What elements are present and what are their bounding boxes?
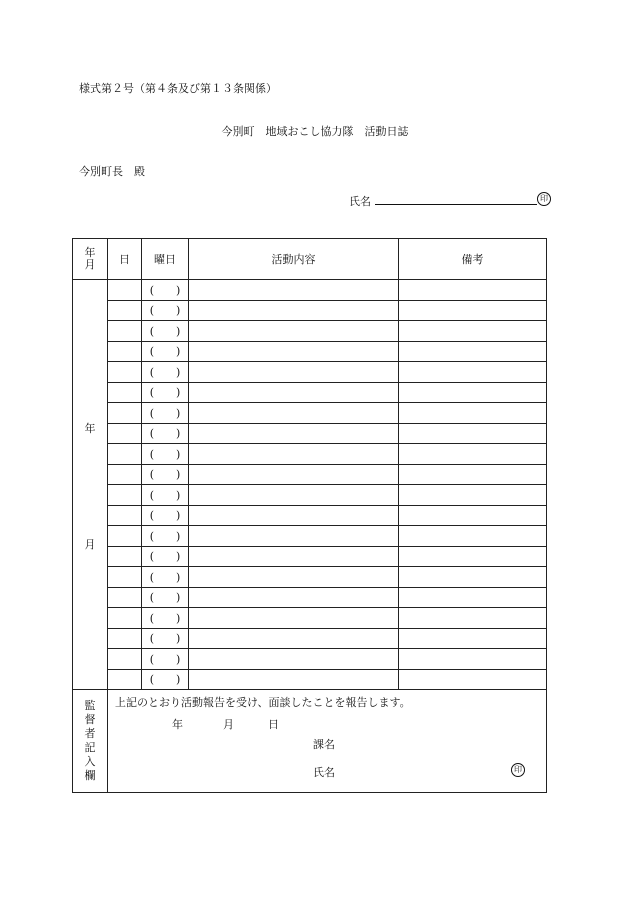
table-row <box>73 505 547 526</box>
header-month: 月 <box>84 258 96 271</box>
table-row <box>73 321 547 342</box>
weekday-placeholder: ( ) <box>149 652 181 666</box>
day-cell[interactable] <box>108 300 142 321</box>
weekday-cell[interactable] <box>142 567 189 588</box>
day-cell[interactable] <box>108 669 142 690</box>
notes-cell[interactable] <box>399 280 547 301</box>
header-year: 年 <box>84 246 96 259</box>
table-row <box>73 341 547 362</box>
activity-cell[interactable] <box>189 300 399 321</box>
weekday-cell[interactable] <box>142 587 189 608</box>
supervisor-label-char: 欄 <box>84 769 96 782</box>
activity-cell[interactable] <box>189 628 399 649</box>
weekday-placeholder: ( ) <box>149 304 181 318</box>
weekday-cell[interactable] <box>142 505 189 526</box>
day-cell[interactable] <box>108 485 142 506</box>
month-label: 月 <box>84 538 96 551</box>
notes-cell[interactable] <box>399 608 547 629</box>
header-year-month <box>73 239 108 280</box>
weekday-cell[interactable] <box>142 382 189 403</box>
weekday-placeholder: ( ) <box>149 550 181 564</box>
supervisor-label-char: 者 <box>84 727 96 740</box>
date-day: 日 <box>268 718 279 731</box>
notes-cell[interactable] <box>399 587 547 608</box>
supervisor-row <box>73 690 547 793</box>
table-row <box>73 423 547 444</box>
day-cell[interactable] <box>108 649 142 670</box>
notes-cell[interactable] <box>399 341 547 362</box>
year-label: 年 <box>84 422 96 435</box>
table-row <box>73 382 547 403</box>
activity-cell[interactable] <box>189 403 399 424</box>
activity-cell[interactable] <box>189 444 399 465</box>
year-month-cell[interactable] <box>73 280 108 690</box>
supervisor-statement: 上記のとおり活動報告を受け、面談したことを報告します。 <box>115 696 411 709</box>
table-row <box>73 403 547 424</box>
weekday-cell[interactable] <box>142 403 189 424</box>
day-cell[interactable] <box>108 321 142 342</box>
weekday-placeholder: ( ) <box>149 468 181 482</box>
weekday-cell[interactable] <box>142 300 189 321</box>
activity-cell[interactable] <box>189 546 399 567</box>
activity-cell[interactable] <box>189 669 399 690</box>
activity-log-table <box>72 238 547 793</box>
weekday-placeholder: ( ) <box>149 591 181 605</box>
day-cell[interactable] <box>108 505 142 526</box>
weekday-cell[interactable] <box>142 464 189 485</box>
notes-cell[interactable] <box>399 403 547 424</box>
weekday-cell[interactable] <box>142 546 189 567</box>
weekday-placeholder: ( ) <box>149 570 181 584</box>
weekday-cell[interactable] <box>142 485 189 506</box>
notes-cell[interactable] <box>399 526 547 547</box>
document-title: 今別町 地域おこし協力隊 活動日誌 <box>221 125 409 138</box>
supervisor-label-char: 監 <box>84 699 96 712</box>
weekday-placeholder: ( ) <box>149 345 181 359</box>
weekday-cell[interactable] <box>142 649 189 670</box>
activity-cell[interactable] <box>189 485 399 506</box>
weekday-placeholder: ( ) <box>149 283 181 297</box>
day-cell[interactable] <box>108 567 142 588</box>
day-cell[interactable] <box>108 546 142 567</box>
day-cell[interactable] <box>108 587 142 608</box>
supervisor-label-char: 入 <box>84 755 96 768</box>
header-weekday: 曜日 <box>142 239 189 280</box>
weekday-placeholder: ( ) <box>149 529 181 543</box>
table-row <box>73 669 547 690</box>
applicant-name-field[interactable] <box>349 193 537 209</box>
notes-cell[interactable] <box>399 546 547 567</box>
day-cell[interactable] <box>108 382 142 403</box>
header-day: 日 <box>108 239 142 280</box>
supervisor-entry[interactable] <box>108 690 547 793</box>
day-cell[interactable] <box>108 628 142 649</box>
notes-cell[interactable] <box>399 464 547 485</box>
table-row <box>73 362 547 383</box>
weekday-cell[interactable] <box>142 526 189 547</box>
weekday-placeholder: ( ) <box>149 509 181 523</box>
supervisor-name-label: 氏名 <box>313 766 335 779</box>
activity-cell[interactable] <box>189 341 399 362</box>
activity-cell[interactable] <box>189 649 399 670</box>
table-row <box>73 628 547 649</box>
activity-cell[interactable] <box>189 464 399 485</box>
header-row <box>73 239 547 280</box>
notes-cell[interactable] <box>399 567 547 588</box>
activity-cell[interactable] <box>189 567 399 588</box>
activity-cell[interactable] <box>189 321 399 342</box>
table-row <box>73 608 547 629</box>
day-cell[interactable] <box>108 526 142 547</box>
notes-cell[interactable] <box>399 649 547 670</box>
day-cell[interactable] <box>108 362 142 383</box>
table-row <box>73 567 547 588</box>
weekday-placeholder: ( ) <box>149 632 181 646</box>
day-cell[interactable] <box>108 464 142 485</box>
notes-cell[interactable] <box>399 382 547 403</box>
table-row <box>73 464 547 485</box>
header-activity: 活動内容 <box>189 239 399 280</box>
seal-mark: 印 <box>537 192 551 206</box>
supervisor-date[interactable] <box>172 716 279 732</box>
weekday-placeholder: ( ) <box>149 447 181 461</box>
header-notes: 備考 <box>399 239 547 280</box>
weekday-placeholder: ( ) <box>149 427 181 441</box>
notes-cell[interactable] <box>399 628 547 649</box>
table-row <box>73 300 547 321</box>
table-row <box>73 649 547 670</box>
day-cell[interactable] <box>108 608 142 629</box>
activity-cell[interactable] <box>189 382 399 403</box>
day-cell[interactable] <box>108 423 142 444</box>
notes-cell[interactable] <box>399 669 547 690</box>
activity-cell[interactable] <box>189 526 399 547</box>
notes-cell[interactable] <box>399 321 547 342</box>
activity-cell[interactable] <box>189 608 399 629</box>
weekday-placeholder: ( ) <box>149 386 181 400</box>
table-row <box>73 280 547 301</box>
form-reference: 様式第２号（第４条及び第１３条関係） <box>79 82 277 95</box>
weekday-placeholder: ( ) <box>149 488 181 502</box>
activity-cell[interactable] <box>189 587 399 608</box>
weekday-cell[interactable] <box>142 341 189 362</box>
name-underline <box>375 193 537 205</box>
weekday-placeholder: ( ) <box>149 406 181 420</box>
activity-cell[interactable] <box>189 423 399 444</box>
supervisor-label-char: 記 <box>84 741 96 754</box>
weekday-cell[interactable] <box>142 628 189 649</box>
notes-cell[interactable] <box>399 300 547 321</box>
seal-mark: 印 <box>511 763 525 777</box>
notes-cell[interactable] <box>399 485 547 506</box>
weekday-cell[interactable] <box>142 444 189 465</box>
weekday-cell[interactable] <box>142 321 189 342</box>
day-cell[interactable] <box>108 444 142 465</box>
table-row <box>73 485 547 506</box>
weekday-cell[interactable] <box>142 280 189 301</box>
weekday-cell[interactable] <box>142 362 189 383</box>
table-row <box>73 444 547 465</box>
seal-icon <box>511 763 525 777</box>
weekday-cell[interactable] <box>142 423 189 444</box>
day-cell[interactable] <box>108 341 142 362</box>
day-cell[interactable] <box>108 403 142 424</box>
activity-cell[interactable] <box>189 505 399 526</box>
activity-cell[interactable] <box>189 280 399 301</box>
weekday-placeholder: ( ) <box>149 324 181 338</box>
seal-icon <box>537 192 551 206</box>
notes-cell[interactable] <box>399 362 547 383</box>
weekday-placeholder: ( ) <box>149 673 181 687</box>
date-year: 年 <box>172 718 183 731</box>
notes-cell[interactable] <box>399 423 547 444</box>
date-month: 月 <box>223 718 234 731</box>
table-row <box>73 587 547 608</box>
weekday-placeholder: ( ) <box>149 611 181 625</box>
addressee: 今別町長 殿 <box>79 165 145 178</box>
division-label: 課名 <box>313 738 335 751</box>
weekday-placeholder: ( ) <box>149 365 181 379</box>
activity-cell[interactable] <box>189 362 399 383</box>
weekday-cell[interactable] <box>142 669 189 690</box>
day-cell[interactable] <box>108 280 142 301</box>
supervisor-label-char: 督 <box>84 713 96 726</box>
name-label: 氏名 <box>349 195 371 208</box>
table-row <box>73 526 547 547</box>
weekday-cell[interactable] <box>142 608 189 629</box>
notes-cell[interactable] <box>399 444 547 465</box>
notes-cell[interactable] <box>399 505 547 526</box>
table-row <box>73 546 547 567</box>
supervisor-label <box>73 690 108 793</box>
